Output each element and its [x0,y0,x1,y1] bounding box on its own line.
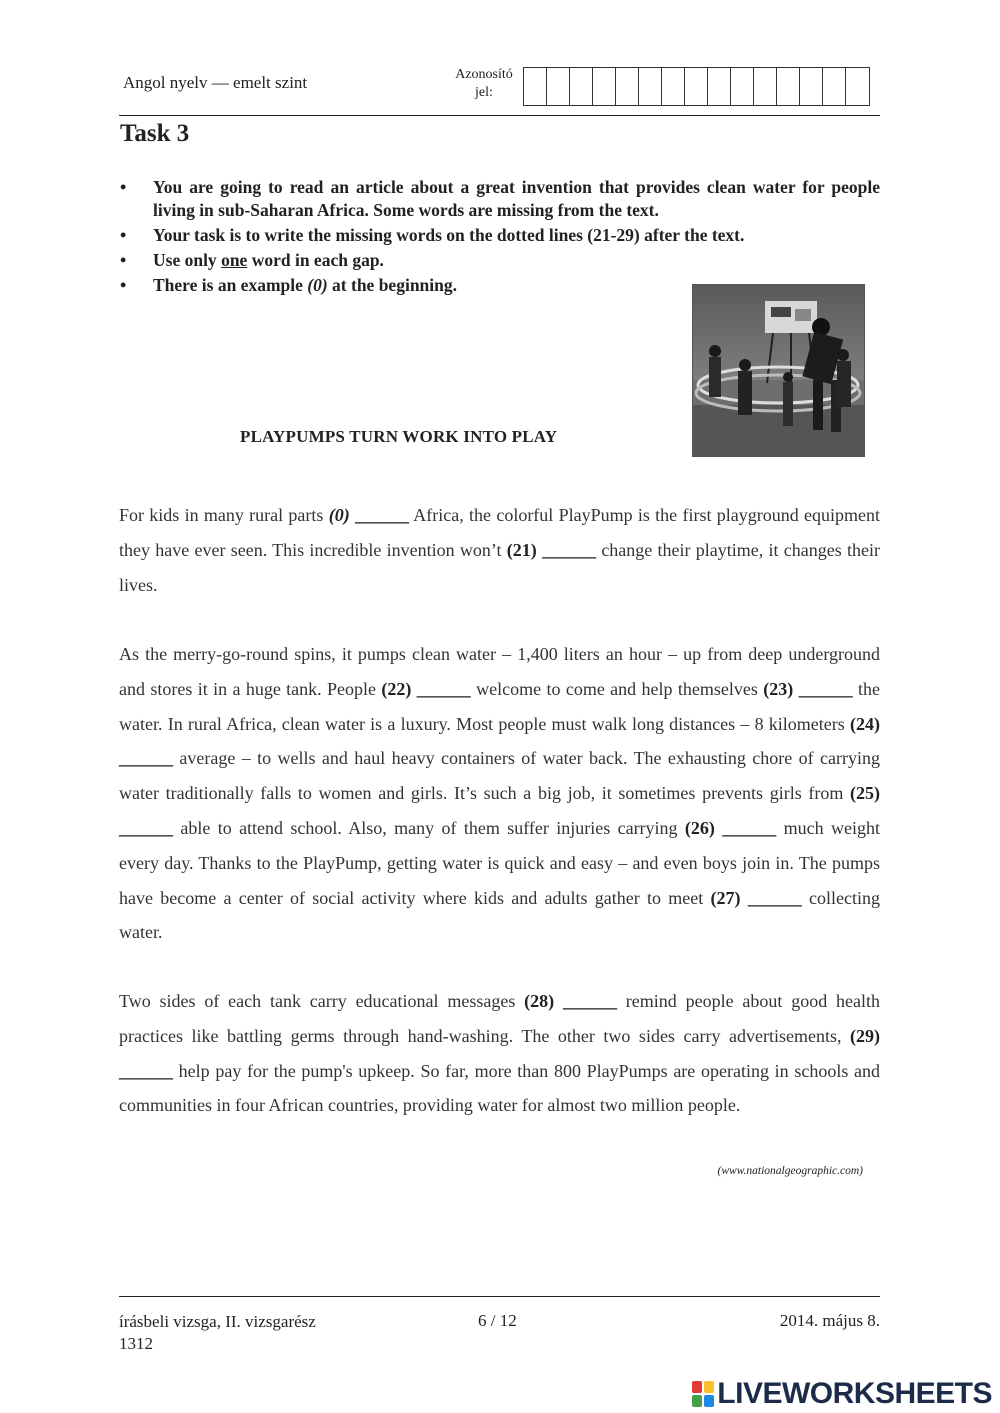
liveworksheets-logo-icon [692,1381,714,1407]
gap-0[interactable]: ______ [355,505,409,525]
instruction-item: • There is an example (0) at the beginning. [120,274,880,297]
footer-page-number: 6 / 12 [478,1311,517,1330]
footer-date: 2014. május 8. [779,1311,880,1330]
article-title: PLAYPUMPS TURN WORK INTO PLAY [240,427,558,446]
playpump-photo [692,284,865,457]
gap-label-0: (0) [328,505,350,525]
id-box[interactable] [524,68,547,105]
gap-label-22: (22) [381,678,412,699]
gap-27[interactable]: ______ [747,887,802,908]
gap-label-23: (23) [763,678,794,699]
id-box[interactable] [639,68,662,105]
liveworksheets-logo [692,1377,992,1411]
footer-left: írásbeli vizsga, II. vizsgarész 1312 [119,1312,316,1353]
gap-23[interactable]: ______ [798,678,853,699]
instruction-item: • You are going to read an article about a great invention that provides clean water for people living in sub-Saharan Africa. Some words are missing from the text. [120,176,880,222]
id-box[interactable] [662,68,685,105]
gap-28[interactable]: ______ [562,991,617,1011]
gap-label-27: (27) [710,887,741,908]
id-box[interactable] [800,68,823,105]
id-box[interactable] [593,68,616,105]
id-box[interactable] [777,68,800,105]
instruction-list [120,176,880,299]
footer-rule [119,1296,880,1297]
id-box[interactable] [846,68,869,105]
gap-label-21: (21) [506,539,537,560]
id-box[interactable] [570,68,593,105]
gap-21[interactable]: ______ [542,539,597,560]
gap-label-29: (29) [850,1025,880,1046]
task-title: Task 3 [120,120,190,147]
id-box[interactable] [685,68,708,105]
id-box[interactable] [708,68,731,105]
gap-24[interactable]: ______ [119,748,173,769]
id-label: Azonosító jel: [455,67,513,100]
gap-26[interactable]: ______ [722,817,777,838]
id-box[interactable] [616,68,639,105]
instruction-item: • Use only one word in each gap. [120,249,880,272]
gap-label-25: (25) [850,783,880,804]
gap-label-26: (26) [684,817,715,838]
id-box[interactable] [731,68,754,105]
gap-label-28: (28) [524,991,555,1011]
article-paragraph-3: Two sides of each tank carry educational messages (28) ______ remind people about good health practices like battling germs through hand-washing. The other two sides carry advertisements, (29) ______ help pay for the pump's upkeep. So far, more than 800 PlayPumps are operating in schools and communities in four African countries, providing water for almost two million people. [119,991,881,1116]
header-rule [119,115,880,116]
gap-29[interactable]: ______ [119,1060,173,1081]
liveworksheets-logo-text: LIVEWORKSHEETS [717,1377,992,1410]
header-subject: Angol nyelv — emelt szint [123,73,308,92]
id-boxes [523,67,870,106]
article-source: (www.nationalgeographic.com) [717,1165,863,1177]
gap-22[interactable]: ______ [416,678,471,699]
article-paragraph-1: For kids in many rural parts (0) ______ Africa, the colorful PlayPump is the first playground equipment they have ever seen. This incredible invention won’t (21) ______ change their playtime, it changes their lives. [119,505,881,595]
instruction-item: • Your task is to write the missing words on the dotted lines (21-29) after the text. [120,224,880,247]
article-paragraph-2: As the merry-go-round spins, it pumps clean water – 1,400 liters an hour – up from deep underground and stores it in a huge tank. People (22) ______ welcome to come and help themselves (23) ______ the water. In rural Africa, clean water is a luxury. Most people must walk long distances – 8 kilometers (24) ______ average – to wells and haul heavy containers of water back. The exhausting chore of carrying water traditionally falls to women and girls. It’s such a big job, it sometimes prevents girls from (25) ______ able to attend school. Also, many of them suffer injuries carrying (26) ______ much weight every day. Thanks to the PlayPump, getting water is quick and easy – and even boys join in. The pumps have become a center of social activity where kids and adults gather to meet (27) ______ collecting water. [119,644,881,943]
gap-label-24: (24) [850,713,880,734]
id-box[interactable] [754,68,777,105]
gap-25[interactable]: ______ [119,817,173,838]
id-box[interactable] [547,68,570,105]
id-box[interactable] [823,68,846,105]
